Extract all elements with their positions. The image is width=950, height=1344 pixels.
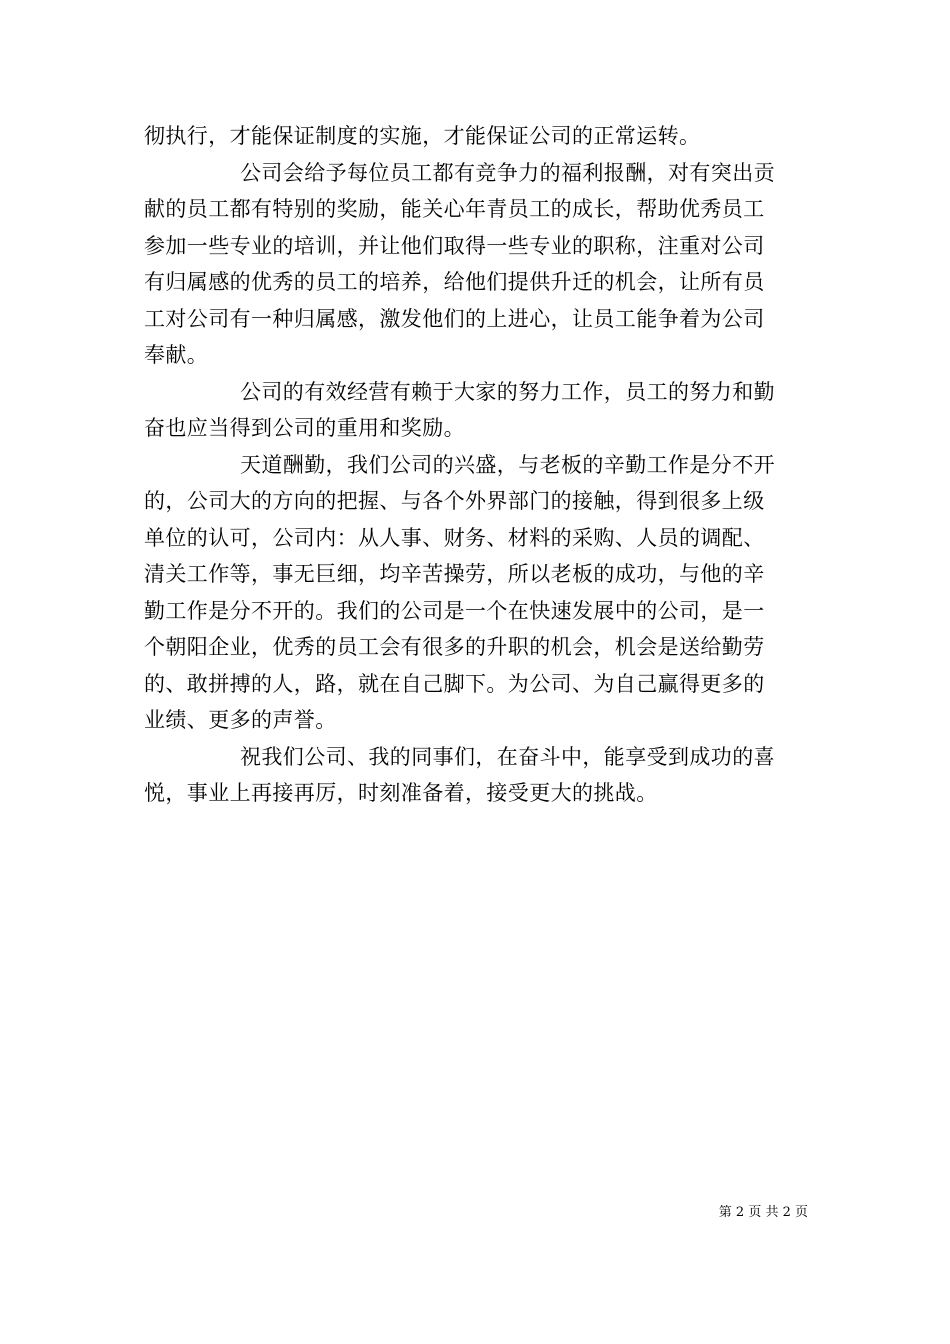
text-line: 勤工作是分不开的。我们的公司是一个在快速发展中的公司，是一: [144, 598, 765, 623]
text-line: 个朝阳企业，优秀的员工会有很多的升职的机会，机会是送给勤劳: [144, 635, 765, 659]
text-line: 清关工作等，事无巨细，均辛苦操劳，所以老板的成功，与他的辛: [144, 562, 765, 586]
text-line: 有归属感的优秀的员工的培养，给他们提供升迁的机会，让所有员: [144, 270, 765, 294]
paragraph-first-line: 祝我们公司、我的同事们，在奋斗中，能享受到成功的喜: [240, 744, 775, 769]
paragraph-first-line: 天道酬勤，我们公司的兴盛，与老板的辛勤工作是分不开: [240, 452, 775, 477]
text-line: 的、敢拼搏的人，路，就在自己脚下。为公司、为自己赢得更多的: [144, 671, 765, 696]
document-body: [144, 118, 808, 812]
text-line: 单位的认可，公司内：从人事、财务、材料的采购、人员的调配、: [144, 525, 765, 550]
text-line: 参加一些专业的培训，并让他们取得一些专业的职称，注重对公司: [144, 233, 765, 258]
text-line: 奉献。: [144, 343, 209, 367]
text-line: 悦，事业上再接再厉，时刻准备着，接受更大的挑战。: [144, 781, 658, 805]
text-line: 彻执行，才能保证制度的实施，才能保证公司的正常运转。: [144, 124, 701, 148]
text-line: 的，公司大的方向的把握、与各个外界部门的接触，得到很多上级: [144, 489, 765, 513]
paragraph-first-line: 公司会给予每位员工都有竞争力的福利报酬，对有突出贡: [240, 160, 775, 185]
text-line: 业绩、更多的声誉。: [144, 708, 337, 732]
page-number: 第 2 页 共 2 页: [718, 1205, 808, 1220]
text-line: 工对公司有一种归属感，激发他们的上进心，让员工能争着为公司: [144, 306, 765, 331]
text-line: 奋也应当得到公司的重用和奖励。: [144, 416, 465, 440]
paragraph-first-line: 公司的有效经营有赖于大家的努力工作，员工的努力和勤: [240, 379, 775, 404]
text-line: 献的员工都有特别的奖励，能关心年青员工的成长，帮助优秀员工: [144, 197, 765, 221]
